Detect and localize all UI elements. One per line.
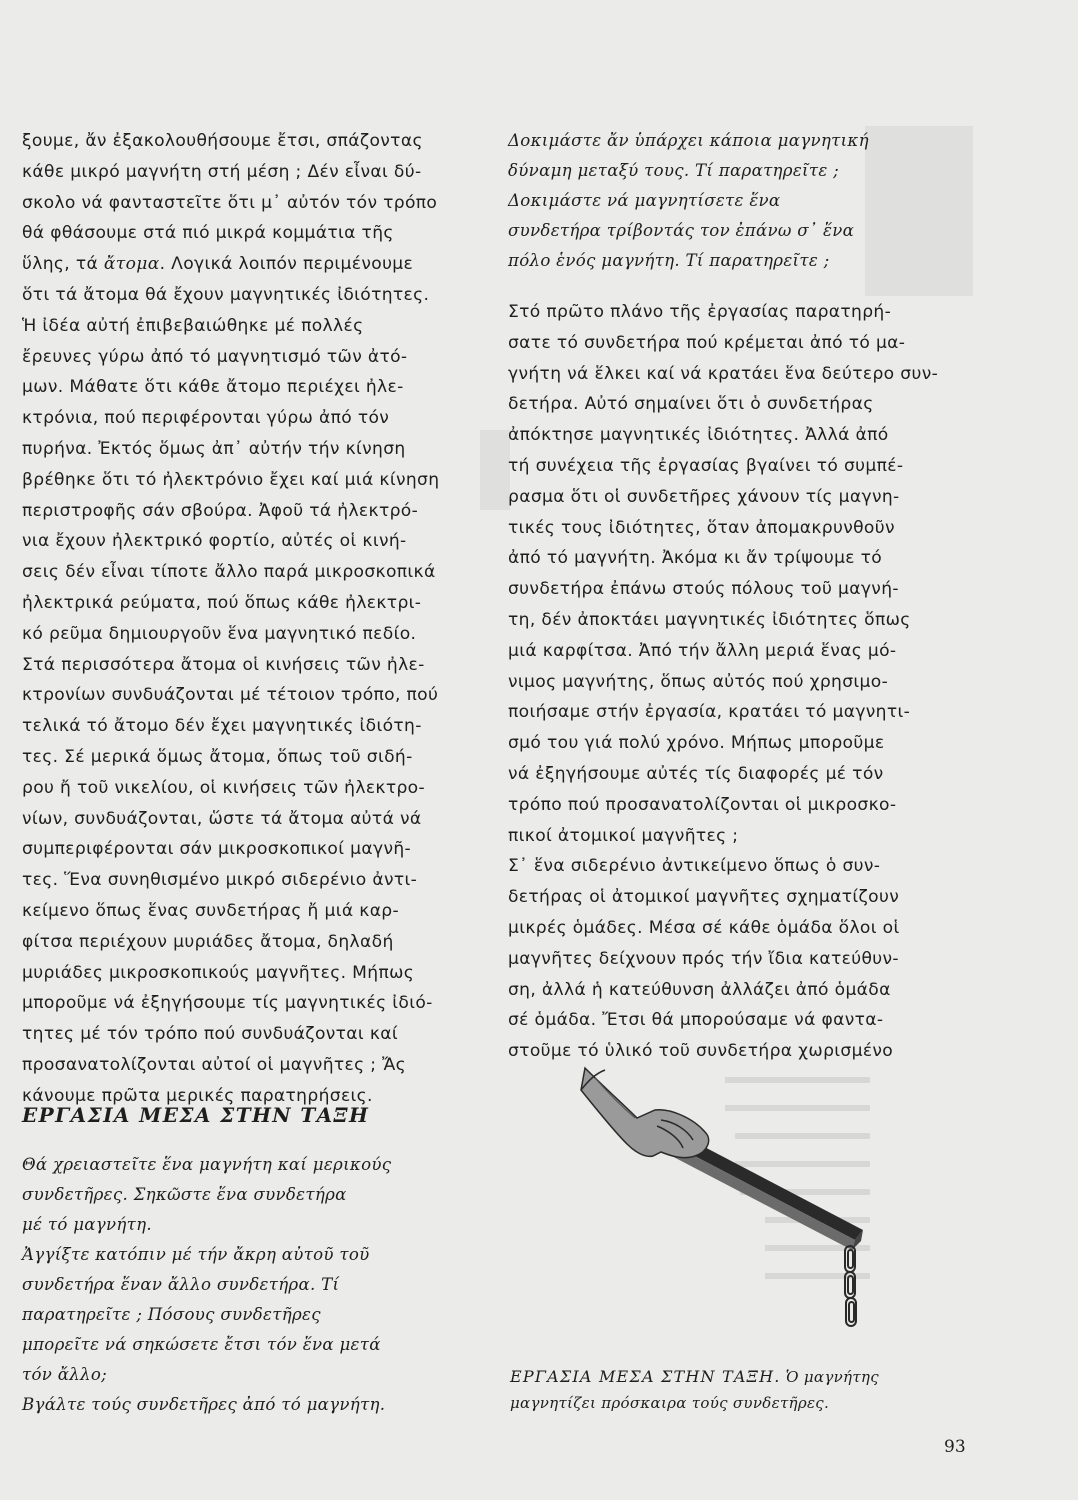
text-line: ξουμε, ἄν ἐξακολουθήσουμε ἔτσι, σπάζοντας	[22, 131, 423, 151]
text-line: συνδετήρα ἐπάνω στούς πόλους τοῦ μαγνή-	[508, 579, 899, 600]
text-line: προσανατολίζονται αὐτοί οἱ μαγνῆτες ; Ἄς	[22, 1054, 407, 1075]
text-line: κάνουμε πρῶτα μερικές παρατηρήσεις.	[22, 1085, 373, 1106]
caption-line	[510, 1364, 970, 1390]
text-line: ποιήσαμε στήν ἐργασία, κρατάει τό μαγνητι-	[508, 702, 911, 723]
text-line: Σ᾽ ἕνα σιδερένιο ἀντικείμενο ὅπως ὁ συν-	[508, 856, 881, 877]
text-line: μαγνῆτες δείχνουν πρός τήν ἴδια κατεύθυν-	[508, 948, 899, 969]
experiment-line: Δοκιμάστε ἄν ὑπάρχει κάποια μαγνητική	[508, 131, 869, 150]
caption-title: ΕΡΓΑΣΙΑ ΜΕΣΑ ΣΤΗΝ ΤΑΞΗ.	[510, 1367, 781, 1386]
text-line: ἔρευνες γύρω ἀπό τό μαγνητισμό τῶν ἀτό-	[22, 346, 408, 367]
figure-caption	[510, 1364, 970, 1416]
activity-line: Ἀγγίξτε κατόπιν μέ τήν ἄκρη αὐτοῦ τοῦ	[22, 1245, 370, 1264]
text-line: φίτσα περιέχουν μυριάδες ἄτομα, δηλαδή	[22, 931, 394, 952]
show-through-shade	[480, 430, 510, 510]
text-line: μικρές ὁμάδες. Μέσα σέ κάθε ὁμάδα ὅλοι οἱ	[508, 917, 900, 938]
left-body-text	[22, 126, 474, 1112]
text-line: τρόπο πού προσανατολίζονται οἱ μικροσκο-	[508, 794, 897, 815]
caption-text: μαγνητίζει πρόσκαιρα τούς συνδετῆρες.	[510, 1394, 830, 1412]
text-line: ἀπό τό μαγνήτη. Ἀκόμα κι ἄν τρίψουμε τό	[508, 548, 883, 569]
text-line: νιμος μαγνήτης, ὅπως αὐτός πού χρησιμο-	[508, 671, 889, 692]
activity-heading: ΕΡΓΑΣΙΑ ΜΕΣΑ ΣΤΗΝ ΤΑΞΗ	[22, 1103, 370, 1127]
text-line: δετήρα. Αὐτό σημαίνει ὅτι ὁ συνδετήρας	[508, 394, 874, 415]
text-line: μιά καρφίτσα. Ἀπό τήν ἄλλη μεριά ἕνας μό-	[508, 640, 897, 661]
activity-line: συνδετῆρες. Σηκῶστε ἕνα συνδετήρα	[22, 1185, 347, 1204]
text-line: τητες μέ τόν τρόπο πού συνδυάζονται καί	[22, 1024, 399, 1045]
activity-line: μέ τό μαγνήτη.	[22, 1215, 152, 1234]
text-line: ρου ἤ τοῦ νικελίου, οἱ κινήσεις τῶν ἠλεκτρο-	[22, 777, 425, 798]
activity-line: παρατηρεῖτε ; Πόσους συνδετῆρες	[22, 1305, 321, 1324]
experiment-line: δύναμη μεταξύ τους. Τί παρατηρεῖτε ;	[508, 161, 840, 180]
text-line: τες. Ἕνα συνηθισμένο μικρό σιδερένιο ἀντι-	[22, 870, 418, 891]
text-line: μων. Μάθατε ὅτι κάθε ἄτομο περιέχει ἠλε-	[22, 377, 404, 398]
text-line: σκολο νά φανταστεῖτε ὅτι μ᾽ αὐτόν τόν τρόπο	[22, 192, 438, 213]
caption-text: Ὁ μαγνήτης	[785, 1368, 879, 1386]
text-line: συμπεριφέρονται σάν μικροσκοπικοί μαγνῆ-	[22, 839, 412, 860]
activity-line: τόν ἄλλο;	[22, 1365, 108, 1384]
text-line: πικοί ἀτομικοί μαγνῆτες ;	[508, 825, 739, 846]
text-line: κό ρεῦμα δημιουργοῦν ἕνα μαγνητικό πεδίο.	[22, 623, 417, 644]
experiment-line: πόλο ἑνός μαγνήτη. Τί παρατηρεῖτε ;	[508, 251, 830, 270]
experiment-line: συνδετήρα τρίβοντάς τον ἐπάνω σ᾽ ἕνα	[508, 221, 855, 240]
text-line: Στά περισσότερα ἄτομα οἱ κινήσεις τῶν ἠλε-	[22, 654, 425, 675]
text-line: ση, ἀλλά ἡ κατεύθυνση ἀλλάζει ἀπό ὁμάδα	[508, 979, 891, 1000]
activity-line: Θά χρειαστεῖτε ἕνα μαγνήτη καί μερικούς	[22, 1155, 392, 1174]
text-line: θά φθάσουμε στά πιό μικρά κομμάτια τῆς	[22, 223, 394, 244]
right-body-text	[508, 297, 963, 1067]
text-line: σατε τό συνδετήρα πού κρέμεται ἀπό τό μα-	[508, 332, 906, 353]
text-line: σμό του γιά πολύ χρόνο. Μήπως μποροῦμε	[508, 733, 885, 754]
hand-icon	[581, 1068, 709, 1158]
text-line: Στό πρῶτο πλάνο τῆς ἐργασίας παρατηρή-	[508, 302, 892, 322]
text-line: τες. Σέ μερικά ὅμως ἄτομα, ὅπως τοῦ σιδή-	[22, 746, 413, 767]
experiment-instructions	[508, 126, 963, 276]
text-line: κείμενο ὅπως ἕνας συνδετήρας ἤ μιά καρ-	[22, 900, 400, 921]
text-line: τή συνέχεια τῆς ἐργασίας βγαίνει τό συμπέ-	[508, 455, 904, 476]
text-line: ἠλεκτρικά ρεύματα, πού ὅπως κάθε ἠλεκτρι-	[22, 592, 422, 613]
text-line: νά ἐξηγήσουμε αὐτές τίς διαφορές μέ τόν	[508, 763, 884, 784]
paper-clip-icon	[846, 1298, 856, 1326]
page-number: 93	[944, 1437, 966, 1457]
text-line: νια ἔχουν ἠλεκτρικό φορτίο, αὐτές οἱ κινή-	[22, 531, 407, 552]
text-line: γνήτη νά ἕλκει καί νά κρατάει ἕνα δεύτερο συν-	[508, 363, 939, 384]
text-line: Ἡ ἰδέα αὐτή ἐπιβεβαιώθηκε μέ πολλές	[22, 315, 364, 336]
right-column	[508, 297, 963, 1067]
activity-line: Βγάλτε τούς συνδετῆρες ἀπό τό μαγνήτη.	[22, 1395, 386, 1414]
text-line: στοῦμε τό ὑλικό τοῦ συνδετήρα χωρισμένο	[508, 1041, 894, 1062]
experiment-line: Δοκιμάστε νά μαγνητίσετε ἕνα	[508, 191, 781, 210]
text-line: τικές τους ἰδιότητες, ὅταν ἀπομακρυνθοῦν	[508, 517, 895, 538]
text-line: κτρονίων συνδυάζονται μέ τέτοιον τρόπο, πού	[22, 685, 439, 706]
hand-holding-magnet-illustration	[575, 1060, 875, 1330]
text-line: τη, δέν ἀποκτάει μαγνητικές ἰδιότητες ὅπως	[508, 609, 911, 630]
text-line: μποροῦμε νά ἐξηγήσουμε τίς μαγνητικές ἰδιό-	[22, 993, 433, 1014]
text-line: δετήρας οἱ ἀτομικοί μαγνῆτες σχηματίζουν	[508, 887, 900, 908]
italic-term: ἄτομα	[103, 254, 160, 275]
text-line: νίων, συνδυάζονται, ὥστε τά ἄτομα αὐτά νά	[22, 808, 422, 829]
text-line: κτρόνια, πού περιφέρονται γύρω ἀπό τόν	[22, 408, 390, 429]
text-line: ὕλης, τά ἄτομα. Λογικά λοιπόν περιμένουμε	[22, 254, 414, 275]
activity-line: μπορεῖτε νά σηκώσετε ἔτσι τόν ἕνα μετά	[22, 1335, 381, 1354]
text-line: ἀπόκτησε μαγνητικές ἰδιότητες. Ἀλλά ἀπό	[508, 425, 889, 446]
text-line: περιστροφῆς σάν σβούρα. Ἀφοῦ τά ἠλεκτρό-	[22, 500, 419, 521]
text-line: μυριάδες μικροσκοπικούς μαγνῆτες. Μήπως	[22, 962, 415, 983]
text-line: σέ ὁμάδα. Ἔτσι θά μπορούσαμε νά φαντα-	[508, 1010, 884, 1031]
text-line: πυρήνα. Ἐκτός ὅμως ἀπ᾽ αὐτήν τήν κίνηση	[22, 438, 406, 459]
text-line: σεις δέν εἶναι τίποτε ἄλλο παρά μικροσκοπικά	[22, 562, 436, 583]
text-line: βρέθηκε ὅτι τό ἠλεκτρόνιο ἔχει καί μιά κίνηση	[22, 469, 440, 490]
text-line: τελικά τό ἄτομο δέν ἔχει μαγνητικές ἰδιότη-	[22, 716, 422, 737]
text-line: ὅτι τά ἄτομα θά ἔχουν μαγνητικές ἰδιότητες.	[22, 284, 430, 305]
left-column	[22, 126, 474, 1112]
text-line: ρασμα ὅτι οἱ συνδετῆρες χάνουν τίς μαγνη-	[508, 486, 900, 507]
activity-line: συνδετήρα ἕναν ἄλλο συνδετήρα. Τί	[22, 1275, 340, 1294]
activity-instructions	[22, 1150, 482, 1420]
text-line: κάθε μικρό μαγνήτη στή μέση ; Δέν εἶναι δύ-	[22, 161, 422, 182]
